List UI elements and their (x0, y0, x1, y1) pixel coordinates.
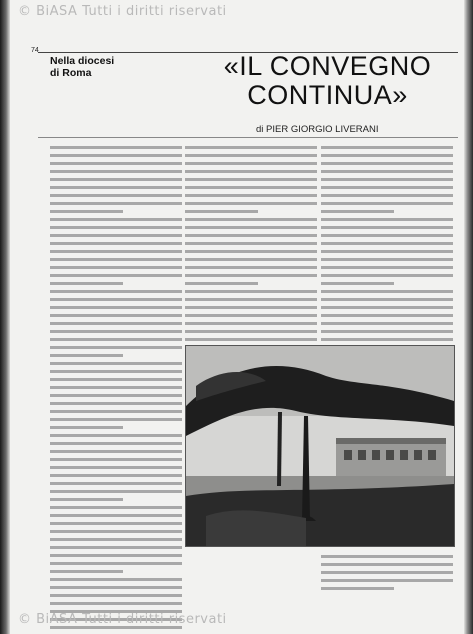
text-line (321, 226, 453, 229)
text-line (50, 322, 182, 325)
scan-edge-right (464, 0, 473, 634)
text-line (321, 290, 453, 293)
text-line (50, 274, 182, 277)
text-line (185, 338, 317, 341)
text-line (321, 338, 453, 341)
text-line (185, 146, 317, 149)
text-line (50, 162, 182, 165)
text-line (185, 202, 317, 205)
section-line-1: Nella diocesi (50, 55, 115, 67)
text-line (321, 282, 394, 285)
byline-rule (38, 137, 458, 138)
text-line (50, 314, 182, 317)
text-line (185, 234, 317, 237)
text-line (321, 178, 453, 181)
text-line (185, 266, 317, 269)
text-line (50, 338, 182, 341)
text-line (321, 330, 453, 333)
article-byline: di PIER GIORGIO LIVERANI (256, 124, 379, 135)
text-line (50, 586, 182, 589)
text-line (321, 186, 453, 189)
text-line (50, 170, 182, 173)
text-line (185, 162, 317, 165)
text-line (321, 202, 453, 205)
section-line-2: di Roma (50, 67, 92, 79)
headline-line-2: CONTINUA» (247, 80, 408, 110)
text-line (50, 562, 182, 565)
text-line (321, 258, 453, 261)
text-line (50, 506, 182, 509)
text-line (321, 162, 453, 165)
text-line (50, 386, 182, 389)
text-line (50, 290, 182, 293)
text-line (50, 426, 123, 429)
text-line (185, 258, 317, 261)
text-line (185, 250, 317, 253)
text-line (50, 530, 182, 533)
text-line (50, 434, 182, 437)
text-line (50, 490, 182, 493)
text-line (185, 282, 258, 285)
text-line (185, 170, 317, 173)
text-line (321, 194, 453, 197)
text-line (50, 330, 182, 333)
watermark-top: © BiASA Tutti i diritti riservati (18, 4, 227, 19)
building-photo (185, 345, 455, 547)
text-line (50, 402, 182, 405)
text-line (50, 418, 182, 421)
text-line (321, 234, 453, 237)
text-line (50, 178, 182, 181)
text-line (185, 194, 317, 197)
text-line (321, 154, 453, 157)
text-line (50, 442, 182, 445)
text-line (321, 146, 453, 149)
text-line (50, 154, 182, 157)
text-line (50, 466, 182, 469)
text-line (321, 218, 453, 221)
watermark-bottom: © BiASA Tutti i diritti riservati (18, 612, 227, 627)
text-line (321, 274, 453, 277)
text-line (50, 450, 182, 453)
text-line (50, 298, 182, 301)
text-line (50, 242, 182, 245)
text-line (50, 234, 182, 237)
text-line (50, 546, 182, 549)
text-line (50, 498, 123, 501)
text-line (185, 226, 317, 229)
text-line (321, 571, 453, 574)
text-line (50, 194, 182, 197)
text-line (321, 250, 453, 253)
text-line (50, 522, 182, 525)
text-line (185, 274, 317, 277)
text-line (50, 202, 182, 205)
text-line (321, 210, 394, 213)
body-column-1 (50, 141, 182, 606)
text-line (185, 322, 317, 325)
page-number: 74 (31, 47, 39, 54)
scan-edge-left (0, 0, 10, 634)
text-line (185, 306, 317, 309)
text-line (50, 226, 182, 229)
text-line (321, 563, 453, 566)
text-line (50, 266, 182, 269)
text-line (50, 146, 182, 149)
text-line (50, 482, 182, 485)
section-heading (50, 55, 170, 79)
text-line (50, 410, 182, 413)
text-line (185, 314, 317, 317)
text-line (50, 346, 182, 349)
text-line (50, 578, 182, 581)
text-line (50, 458, 182, 461)
text-line (321, 322, 453, 325)
text-line (185, 242, 317, 245)
text-line (321, 266, 453, 269)
text-line (50, 250, 182, 253)
text-line (321, 579, 453, 582)
text-line (50, 282, 123, 285)
headline-line-1: «IL CONVEGNO (223, 51, 432, 81)
text-line (50, 362, 182, 365)
text-line (321, 306, 453, 309)
text-line (50, 354, 123, 357)
text-line (321, 314, 453, 317)
text-line (50, 186, 182, 189)
text-line (50, 514, 182, 517)
text-line (50, 378, 182, 381)
text-line (185, 218, 317, 221)
text-line (50, 218, 182, 221)
text-line (185, 298, 317, 301)
text-line (321, 170, 453, 173)
text-line (185, 186, 317, 189)
text-line (185, 178, 317, 181)
text-line (50, 474, 182, 477)
photo-caption (321, 550, 453, 590)
text-line (185, 154, 317, 157)
text-line (50, 306, 182, 309)
text-line (185, 290, 317, 293)
text-line (185, 210, 258, 213)
text-line (50, 258, 182, 261)
text-line (321, 555, 453, 558)
text-line (50, 554, 182, 557)
body-column-2 (185, 141, 317, 348)
text-line (50, 370, 182, 373)
text-line (50, 538, 182, 541)
text-line (321, 242, 453, 245)
text-line (50, 210, 123, 213)
text-line (50, 602, 182, 605)
photo-illustration (186, 346, 454, 546)
text-line (50, 570, 123, 573)
text-line (50, 594, 182, 597)
text-line (50, 394, 182, 397)
text-line (321, 298, 453, 301)
text-line (321, 587, 394, 590)
body-column-3 (321, 141, 453, 348)
text-line (185, 330, 317, 333)
article-headline (200, 52, 455, 110)
